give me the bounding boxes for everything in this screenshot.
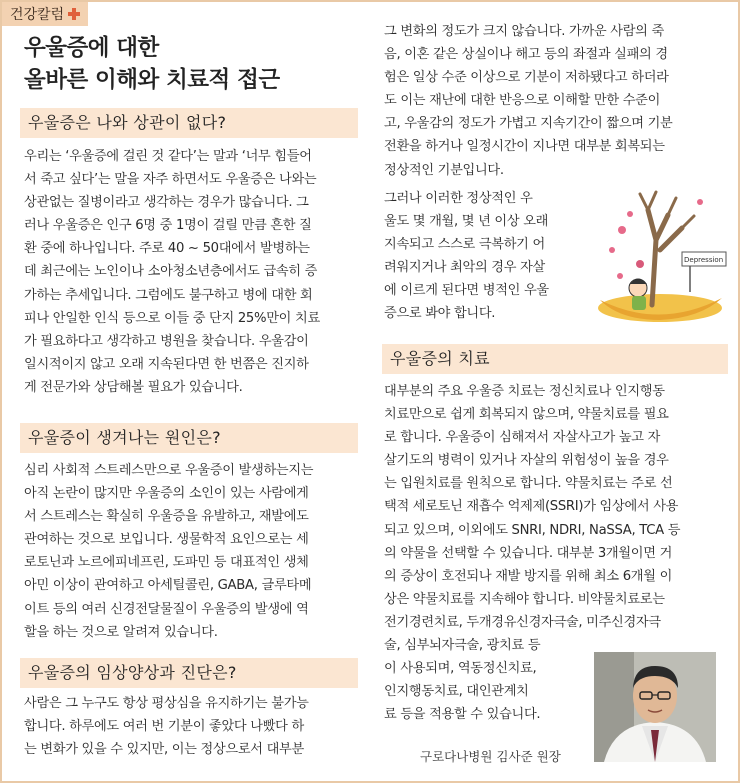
text-line: 의 약물을 선택할 수 있습니다. 대부분 3개월이면 거 xyxy=(384,545,673,561)
text-line: 서 스트레스는 확실히 우울증을 유발하고, 재발에도 xyxy=(24,509,309,525)
text-line: 고, 우울감의 정도가 가볍고 지속기간이 짧으며 기분 xyxy=(384,116,673,132)
text-line: 살기도의 병력이 있거나 자살의 위험성이 높을 경우 xyxy=(384,453,669,469)
text-line: 도 이는 재난에 대한 반응으로 이해할 만한 수준이 xyxy=(384,93,661,109)
article-title xyxy=(24,32,280,96)
text-line: 그 변화의 정도가 크지 않습니다. 가까운 사람의 죽 xyxy=(384,24,664,39)
text-line: 합니다. 하루에도 여러 번 기분이 좋았다 나빴다 하 xyxy=(24,719,304,735)
section-1-body xyxy=(24,145,358,399)
text-line: 료 등을 적용할 수 있습니다. xyxy=(384,707,541,723)
section-2-body xyxy=(24,459,358,644)
text-line: 대부분의 주요 우울증 치료는 정신치료나 인지행동 xyxy=(384,384,665,399)
author-credit: 구로다나병원 김사준 원장 xyxy=(420,749,561,764)
text-line: 이 사용되며, 역동정신치료, xyxy=(384,661,537,677)
title-line-2: 올바른 이해와 치료적 접근 xyxy=(24,67,280,93)
text-line: 는 입원치료를 원칙으로 합니다. 약물치료는 주로 선 xyxy=(384,476,673,492)
text-line: 의 증상이 호전되나 재발 방지를 위해 최소 6개월 이 xyxy=(384,568,673,584)
text-line: 이트 등의 여러 신경전달물질이 우울증의 발생에 역 xyxy=(24,601,309,617)
text-line: 피나 안일한 인식 등으로 이들 중 단지 25%만이 치료 xyxy=(24,310,320,326)
sign-text: Depression xyxy=(684,256,724,264)
text-line: 지속되고 스스로 극복하기 어 xyxy=(384,237,545,253)
text-line: 데 최근에는 노인이나 소아청소년층에서도 급속히 증 xyxy=(24,264,318,280)
section-heading-4: 우울증의 치료 xyxy=(382,344,728,374)
doctor-portrait xyxy=(594,652,716,762)
plus-cross-icon xyxy=(68,8,80,20)
text-line: 전기경련치료, 두개경유신경자극술, 미주신경자극 xyxy=(384,614,661,630)
text-line: 정상적인 기분입니다. xyxy=(384,162,504,178)
depression-tree-illustration xyxy=(590,180,730,330)
section-4-body-short xyxy=(384,634,580,726)
text-line: 로 합니다. 우울증이 심해져서 자살사고가 높고 자 xyxy=(384,430,661,446)
text-line: 음, 이혼 같은 상실이나 해고 등의 좌절과 실패의 경 xyxy=(384,47,668,63)
text-line: 험은 일상 수준 이상으로 기분이 저하됐다고 하더라 xyxy=(384,70,669,86)
text-line: 그러나 이러한 정상적인 우 xyxy=(384,191,533,206)
text-line: 관여하는 것으로 보입니다. 생물학적 요인으로는 세 xyxy=(24,532,309,548)
text-line: 인지행동치료, 대인관계치 xyxy=(384,684,529,700)
text-line: 아민 이상이 관여하고 아세틸콜린, GABA, 글루타메 xyxy=(24,578,312,594)
text-line: 가하는 추세입니다. 그럼에도 불구하고 병에 대한 회 xyxy=(24,287,313,303)
section-3-body-right-2 xyxy=(384,187,584,326)
text-line: 려워지거나 최악의 경우 자살 xyxy=(384,260,545,276)
text-line: 되고 있으며, 이외에도 SNRI, NDRI, NaSSA, TCA 등 xyxy=(384,522,681,538)
text-line: 아직 논란이 많지만 우울증의 소인이 있는 사람에게 xyxy=(24,486,309,502)
text-line: 전환을 하거나 일정시간이 지나면 대부분 회복되는 xyxy=(384,139,665,155)
section-3-body-right xyxy=(384,20,720,182)
text-line: 환 중에 하나입니다. 주로 40 ~ 50대에서 발병하는 xyxy=(24,241,310,257)
section-heading-3: 우울증의 임상양상과 진단은? xyxy=(20,658,358,688)
text-line: 게 전문가와 상담해볼 필요가 있습니다. xyxy=(24,379,243,395)
text-line: 증으로 봐야 합니다. xyxy=(384,306,496,322)
text-line: 에 이르게 된다면 병적인 우울 xyxy=(384,283,549,299)
section-3-body-left xyxy=(24,692,358,761)
text-line: 심리 사회적 스트레스만으로 우울증이 발생하는지는 xyxy=(24,463,314,478)
section-heading-1: 우울증은 나와 상관이 없다? xyxy=(20,108,358,138)
text-line: 울도 몇 개월, 몇 년 이상 오래 xyxy=(384,214,549,230)
text-line: 러나 우울증은 인구 6명 중 1명이 걸릴 만큼 흔한 질 xyxy=(24,218,312,234)
text-line: 치료만으로 쉽게 회복되지 않으며, 약물치료를 필요 xyxy=(384,407,669,423)
text-line: 가 필요하다고 생각하고 병원을 찾습니다. 우울감이 xyxy=(24,333,309,349)
badge-label: 건강칼럼 xyxy=(10,7,65,23)
text-line: 사람은 그 누구도 항상 평상심을 유지하기는 불가능 xyxy=(24,696,309,711)
section-heading-2: 우울증이 생겨나는 원인은? xyxy=(20,423,358,453)
text-line: 로토닌과 노르에피네프린, 도파민 등 대표적인 생체 xyxy=(24,555,309,571)
title-line-1: 우울증에 대한 xyxy=(24,35,159,61)
text-line: 상은 약물치료를 지속해야 합니다. 비약물치료로는 xyxy=(384,591,665,607)
text-line: 상관없는 질병이라고 생각하는 경우가 많습니다. 그 xyxy=(24,195,309,211)
text-line: 할을 하는 것으로 알려져 있습니다. xyxy=(24,624,218,640)
text-line: 우리는 ‘우울증에 걸린 것 같다’는 말과 ‘너무 힘들어 xyxy=(24,149,312,164)
text-line: 는 변화가 있을 수 있지만, 이는 정상으로서 대부분 xyxy=(24,742,304,758)
section-4-body xyxy=(384,380,720,634)
text-line: 택적 세로토닌 재흡수 억제제(SSRI)가 임상에서 사용 xyxy=(384,499,679,515)
text-line: 술, 심부뇌자극술, 광치료 등 xyxy=(384,638,541,653)
column-badge xyxy=(2,2,88,26)
text-line: 일시적이지 않고 오래 지속된다면 한 번쯤은 진지하 xyxy=(24,356,309,372)
text-line: 서 죽고 싶다’는 말을 자주 하면서도 우울증은 나와는 xyxy=(24,172,317,188)
